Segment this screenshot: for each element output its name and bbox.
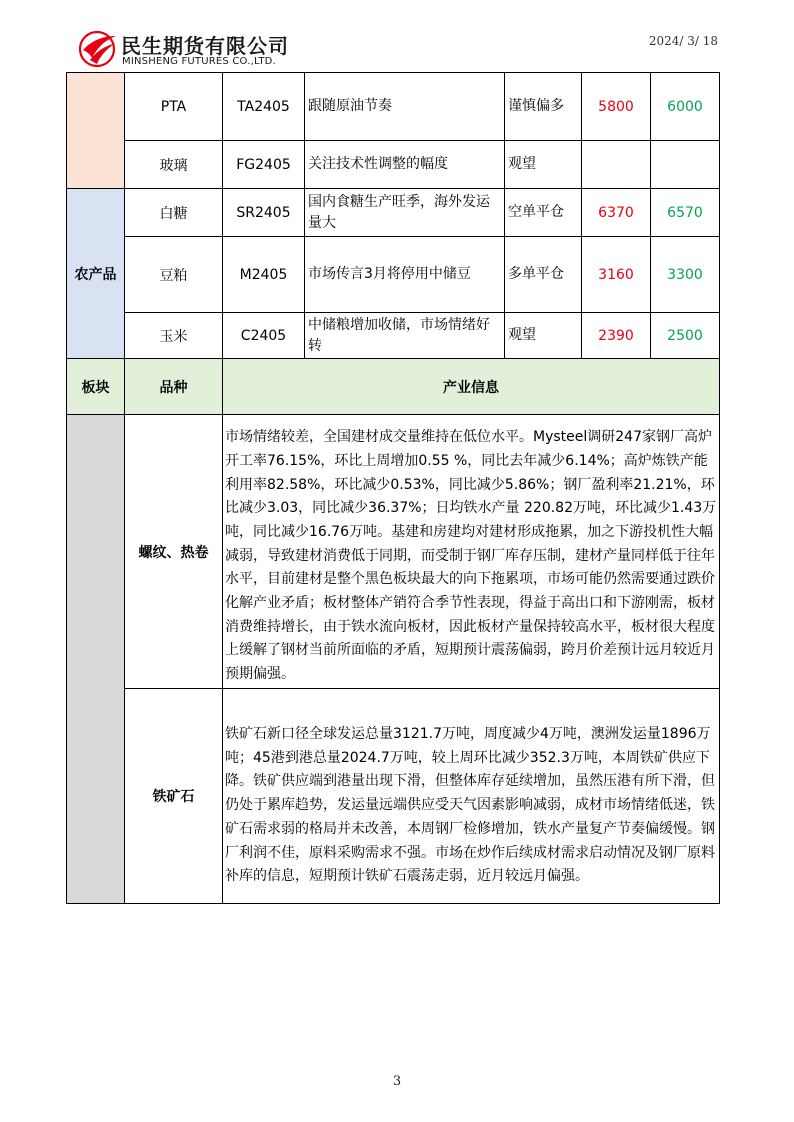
price-high-cell: 6000 xyxy=(651,73,720,141)
table-row xyxy=(67,237,720,313)
table-row xyxy=(67,141,720,189)
price-low-cell: 5800 xyxy=(582,73,651,141)
info-variety-name: 螺纹、热卷 xyxy=(125,415,223,689)
strategy-cell: 谨慎偏多 xyxy=(505,73,582,141)
info-row xyxy=(67,415,720,689)
header-variety: 品种 xyxy=(125,359,223,415)
price-low-cell: 2390 xyxy=(582,313,651,359)
table-row xyxy=(67,73,720,141)
company-name-cn: 民生期货有限公司 xyxy=(121,34,289,58)
contract-cell: M2405 xyxy=(223,237,305,313)
contract-cell: TA2405 xyxy=(223,73,305,141)
logic-cell: 关注技术性调整的幅度 xyxy=(305,141,505,189)
info-text: 铁矿石新口径全球发运总量3121.7万吨，周度减少4万吨，澳洲发运量1896万吨；45港到港总量2024.7万吨，较上周环比减少352.3万吨，本周铁矿供应下降。铁矿供应端到港量出现下滑，但整体库存延续增加，虽然压港有所下滑，但仍处于累库趋势，发运量远端供应受天气因素影响减弱，成材市场情绪低迷，铁矿石需求弱的格局并未改善，本周钢厂检修增加，铁水产量复产节奏偏缓慢。钢厂利润不佳，原料采购需求不强。市场在炒作后续成材需求启动情况及钢厂原料补库的信息，短期预计铁矿石震荡走弱，近月较远月偏强。 xyxy=(223,689,720,904)
header-info: 产业信息 xyxy=(223,359,720,415)
price-low-cell: 6370 xyxy=(582,189,651,237)
info-row xyxy=(67,689,720,904)
info-variety-name: 铁矿石 xyxy=(125,689,223,904)
page-header xyxy=(78,28,722,72)
company-name-en: MINSHENG FUTURES CO.,LTD. xyxy=(122,56,276,67)
info-header-row xyxy=(67,359,720,415)
sector-cell xyxy=(67,73,125,189)
strategy-cell: 观望 xyxy=(505,313,582,359)
logic-cell: 跟随原油节奏 xyxy=(305,73,505,141)
price-high-cell: 6570 xyxy=(651,189,720,237)
sector-black-cell xyxy=(67,415,125,904)
logic-cell: 中储粮增加收储，市场情绪好转 xyxy=(305,313,505,359)
variety-cell: 玉米 xyxy=(125,313,223,359)
price-high-cell: 3300 xyxy=(651,237,720,313)
report-date: 2024/ 3/ 18 xyxy=(648,34,718,48)
price-low-cell: 3160 xyxy=(582,237,651,313)
price-high-cell: 2500 xyxy=(651,313,720,359)
contract-cell: C2405 xyxy=(223,313,305,359)
page-number: 3 xyxy=(392,1074,402,1089)
strategy-table xyxy=(66,72,720,904)
logic-cell: 市场传言3月将停用中储豆 xyxy=(305,237,505,313)
logic-cell: 国内食糖生产旺季，海外发运量大 xyxy=(305,189,505,237)
sector-agri-cell: 农产品 xyxy=(67,189,125,359)
info-text: 市场情绪较差，全国建材成交量维持在低位水平。Mysteel调研247家钢厂高炉开工率76.15%，环比上周增加0.55 %，同比去年减少6.14%；高炉炼铁产能利用率82.58%，环比减少0.53%，同比减少5.86%；钢厂盈利率21.21%，环比减少3.03，同比减少36.37%；日均铁水产量 220.82万吨，环比减少1.43万吨，同比减少16.76万吨。基建和房建均对建材形成拖累，加之下游投机性大幅减弱，导致建材消费低于同期，而受制于钢厂库存压制，建材产量同样低于往年水平，目前建材是整个黑色板块最大的向下拖累项，市场可能仍然需要通过跌价化解产业矛盾；板材整体产销符合季节性表现，得益于高出口和下游刚需，板材消费维持增长，由于铁水流向板材，因此板材产量保持较高水平，板材很大程度上缓解了钢材当前所面临的矛盾，短期预计震荡偏弱，跨月价差预计远月较近月预期偏强。 xyxy=(223,415,720,689)
table-row xyxy=(67,313,720,359)
contract-cell: SR2405 xyxy=(223,189,305,237)
header-sector: 板块 xyxy=(67,359,125,415)
price-low-cell xyxy=(582,141,651,189)
minsheng-logo-icon xyxy=(78,28,118,68)
strategy-cell: 空单平仓 xyxy=(505,189,582,237)
contract-cell: FG2405 xyxy=(223,141,305,189)
variety-cell: 豆粕 xyxy=(125,237,223,313)
strategy-cell: 观望 xyxy=(505,141,582,189)
table-row xyxy=(67,189,720,237)
variety-cell: 白糖 xyxy=(125,189,223,237)
price-high-cell xyxy=(651,141,720,189)
variety-cell: PTA xyxy=(125,73,223,141)
variety-cell: 玻璃 xyxy=(125,141,223,189)
strategy-cell: 多单平仓 xyxy=(505,237,582,313)
